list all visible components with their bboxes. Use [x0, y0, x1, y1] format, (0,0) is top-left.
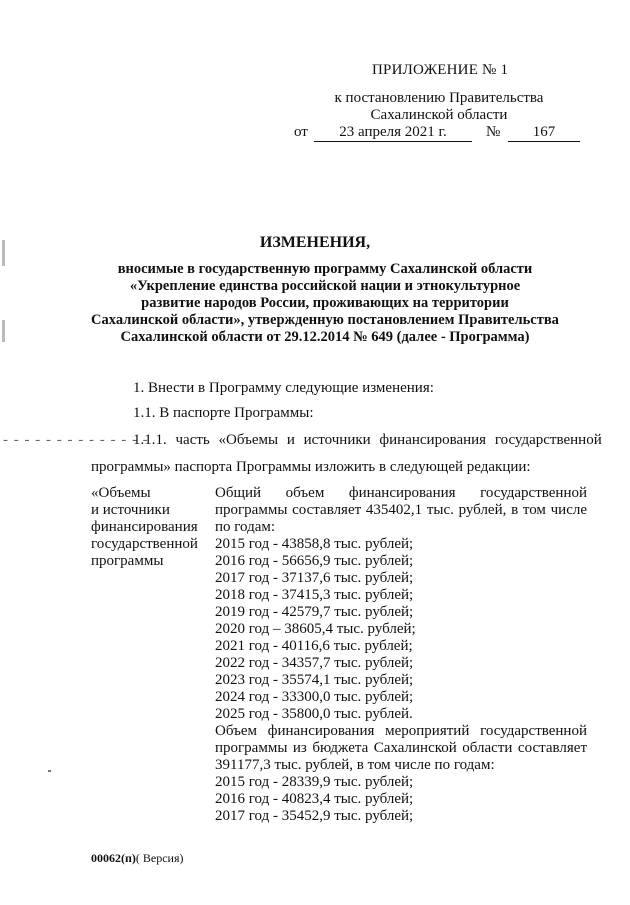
total-year-line: 2024 год - 33300,0 тыс. рублей;	[215, 689, 414, 705]
total-year-line: 2025 год - 35800,0 тыс. рублей.	[215, 706, 413, 722]
total-year-line: 2018 год - 37415,3 тыс. рублей;	[215, 587, 414, 603]
total-year-line: 2019 год - 42579,7 тыс. рублей;	[215, 604, 414, 620]
regional-year-line: 2017 год - 35452,9 тыс. рублей;	[215, 808, 414, 824]
resolution-reference-line: к постановлению Правительства	[334, 90, 544, 106]
resolution-reference	[334, 90, 544, 124]
number-label: №	[486, 124, 501, 140]
document-code	[91, 851, 184, 866]
regional-year-line: 2015 год - 28339,9 тыс. рублей;	[215, 774, 414, 790]
scan-margin-mark	[2, 320, 5, 342]
subheading-line: Сахалинской области», утвержденную постановлением Правительства	[91, 312, 559, 328]
total-year-line: 2022 год - 34357,7 тыс. рублей;	[215, 655, 414, 671]
document-code-number: 00062(п)	[91, 851, 136, 865]
date-number-line	[294, 124, 594, 142]
label-line: и источники	[91, 502, 170, 518]
document-heading: ИЗМЕНЕНИЯ,	[259, 234, 371, 251]
subheading-line: «Укрепление единства российской нации и этнокультурное	[129, 278, 521, 294]
total-financing-text: Общий объем финансирования государственной программы составляет 435402,1 тыс. рублей, в том числе по годам:	[215, 485, 587, 535]
label-line: финансирования	[91, 519, 198, 535]
total-year-line: 2017 год - 37137,6 тыс. рублей;	[215, 570, 414, 586]
total-year-line: 2016 год - 56656,9 тыс. рублей;	[215, 553, 414, 569]
passport-row-label	[91, 485, 211, 570]
scan-margin-mark	[2, 240, 5, 266]
document-version: ( Версия)	[135, 851, 184, 865]
passport-row-value	[215, 485, 587, 825]
scan-speck	[48, 770, 51, 772]
regional-year-line: 2016 год - 40823,4 тыс. рублей;	[215, 791, 414, 807]
scan-dashes: - - - - - - - - - - - - - -	[3, 432, 149, 448]
label-line: программы	[91, 553, 164, 569]
document-subheading	[60, 261, 590, 346]
subheading-line: развитие народов России, проживающих на территории	[141, 295, 509, 311]
resolution-number: 167	[508, 124, 580, 142]
regional-financing-text: Объем финансирования мероприятий государственной программы из бюджета Сахалинской области составляет 391177,3 тыс. рублей, в том числе по годам:	[215, 723, 587, 773]
label-line: «Объемы	[91, 485, 151, 501]
total-year-line: 2020 год – 38605,4 тыс. рублей;	[215, 621, 416, 637]
item-1: 1. Внести в Программу следующие изменения:	[133, 380, 434, 396]
item-1-1-1	[3, 432, 602, 449]
subheading-line: вносимые в государственную программу Сахалинской области	[117, 261, 533, 277]
from-label: от	[294, 124, 308, 140]
item-1-1-1-text: 1.1.1. часть «Объемы и источники финансирования государственной	[133, 432, 602, 448]
total-year-line: 2021 год - 40116,6 тыс. рублей;	[215, 638, 413, 654]
item-1-1: 1.1. В паспорте Программы:	[133, 405, 314, 421]
resolution-reference-line: Сахалинской области	[370, 107, 508, 123]
appendix-title: ПРИЛОЖЕНИЕ № 1	[372, 62, 509, 78]
item-1-1-1-continuation: программы» паспорта Программы изложить в следующей редакции:	[91, 459, 531, 475]
subheading-line: Сахалинской области от 29.12.2014 № 649 (далее - Программа)	[120, 329, 530, 345]
label-line: государственной	[91, 536, 198, 552]
total-year-line: 2023 год - 35574,1 тыс. рублей;	[215, 672, 414, 688]
total-year-line: 2015 год - 43858,8 тыс. рублей;	[215, 536, 414, 552]
resolution-date: 23 апреля 2021 г.	[314, 124, 472, 142]
